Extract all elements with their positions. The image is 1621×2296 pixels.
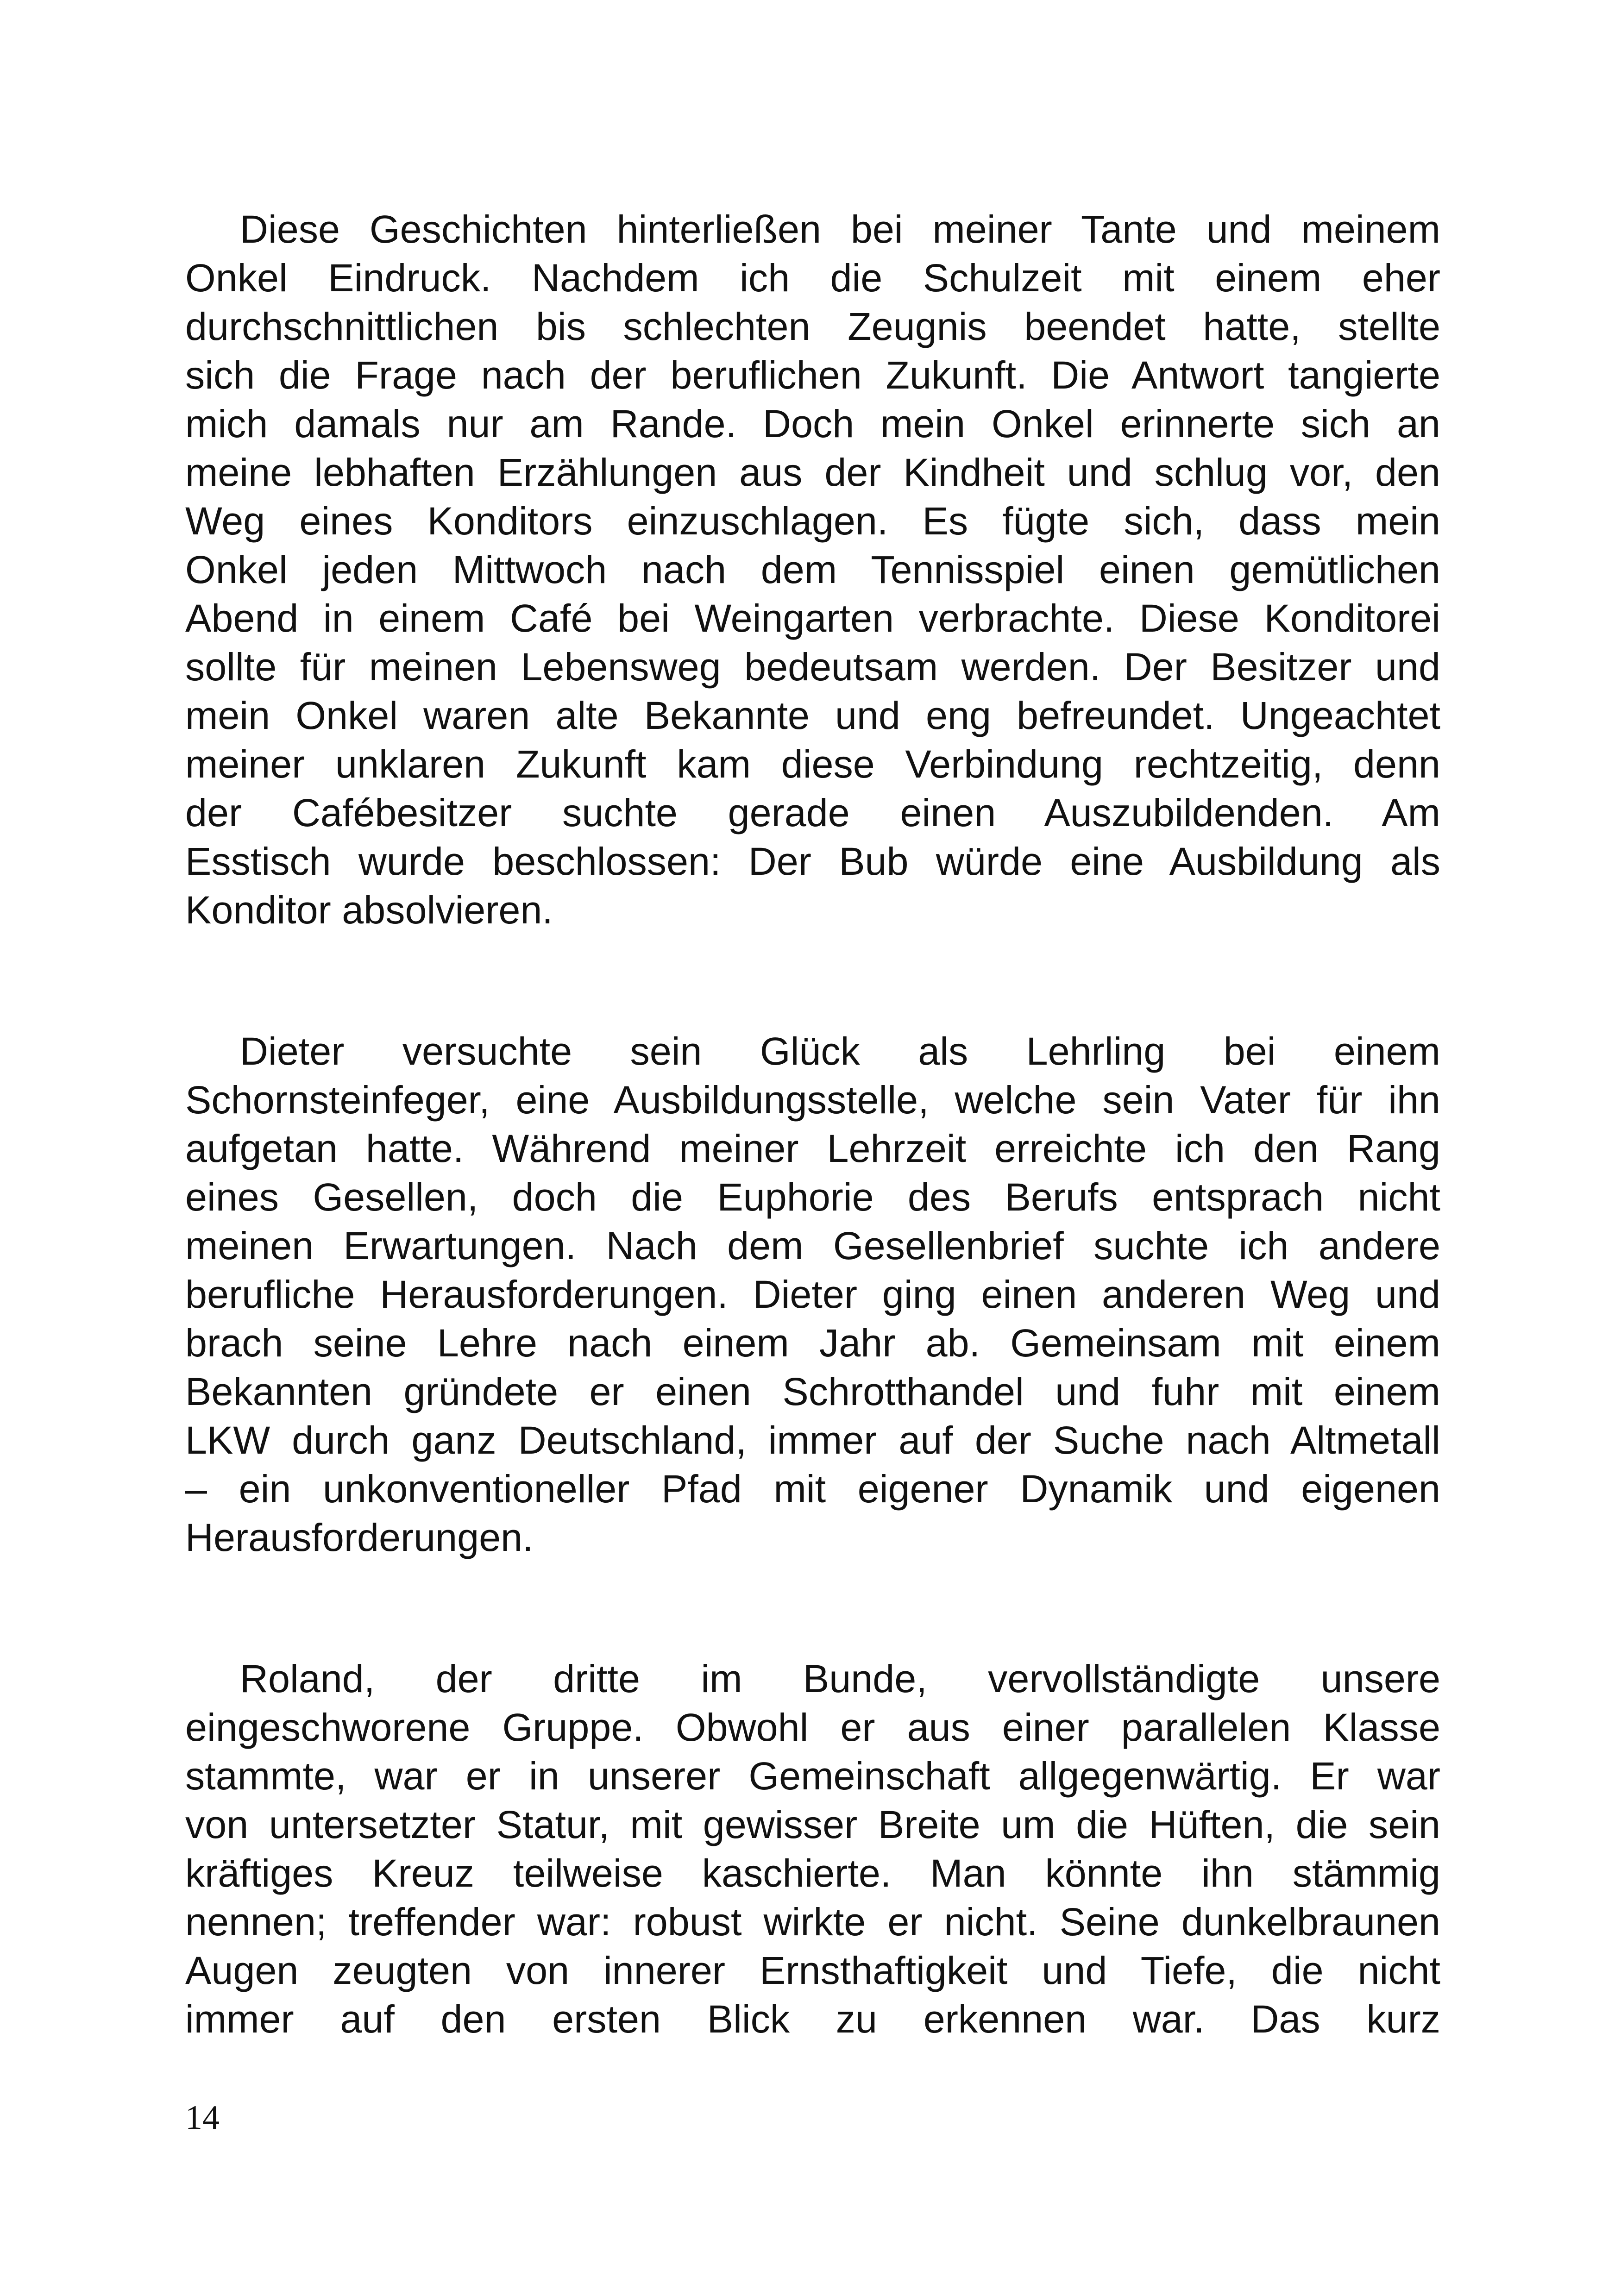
text-line: Augen zeugten von innerer Ernsthaftigkeit und Tiefe, die nicht [185,1949,1440,1992]
paragraph-2 [185,1027,1440,1562]
text-line: Diese Geschichten hinterließen bei meiner Tante und meinem [240,207,1440,251]
text-line: nennen; treffender war: robust wirkte er nicht. Seine dunkelbraunen [185,1900,1440,1944]
text-line: Onkel Eindruck. Nachdem ich die Schulzeit mit einem eher [185,256,1440,300]
paragraph-1 [185,205,1440,935]
text-line: mich damals nur am Rande. Doch mein Onkel erinnerte sich an [185,402,1440,445]
text-line: LKW durch ganz Deutschland, immer auf der Suche nach Altmetall [185,1418,1440,1462]
text-line: sich die Frage nach der beruflichen Zukunft. Die Antwort tangierte [185,353,1440,397]
text-line: berufliche Herausforderungen. Dieter ging einen anderen Weg und [185,1273,1440,1316]
text-line: meinen Erwartungen. Nach dem Gesellenbrief suchte ich andere [185,1224,1440,1267]
text-line: Konditor absolvieren. [185,888,553,932]
text-line: Herausforderungen. [185,1516,534,1559]
text-line: Esstisch wurde beschlossen: Der Bub würde eine Ausbildung als [185,840,1440,883]
text-line: – ein unkonventioneller Pfad mit eigener Dynamik und eigenen [185,1467,1440,1511]
text-line: brach seine Lehre nach einem Jahr ab. Gemeinsam mit einem [185,1321,1440,1365]
text-line: Dieter versuchte sein Glück als Lehrling bei einem [240,1029,1440,1073]
text-line: durchschnittlichen bis schlechten Zeugnis beendet hatte, stellte [185,305,1440,348]
text-line: der Cafébesitzer suchte gerade einen Auszubildenden. Am [185,791,1440,834]
text-line: meiner unklaren Zukunft kam diese Verbindung rechtzeitig, denn [185,742,1440,786]
text-line: sollte für meinen Lebensweg bedeutsam werden. Der Besitzer und [185,645,1440,689]
text-line: eines Gesellen, doch die Euphorie des Berufs entsprach nicht [185,1175,1440,1219]
text-line: Onkel jeden Mittwoch nach dem Tennisspiel einen gemütlichen [185,548,1440,591]
paragraph-3 [185,1655,1440,2044]
text-line: aufgetan hatte. Während meiner Lehrzeit erreichte ich den Rang [185,1127,1440,1170]
text-line: stammte, war er in unserer Gemeinschaft allgegenwärtig. Er war [185,1754,1440,1798]
text-line: kräftiges Kreuz teilweise kaschierte. Man könnte ihn stämmig [185,1851,1440,1895]
text-line: Weg eines Konditors einzuschlagen. Es fügte sich, dass mein [185,499,1440,543]
text-line: mein Onkel waren alte Bekannte und eng befreundet. Ungeachtet [185,694,1440,737]
text-line: Schornsteinfeger, eine Ausbildungsstelle, welche sein Vater für ihn [185,1078,1440,1122]
text-line: Roland, der dritte im Bunde, vervollständigte unsere [240,1657,1440,1700]
text-line: meine lebhaften Erzählungen aus der Kindheit und schlug vor, den [185,451,1440,494]
page-number: 14 [185,2099,220,2137]
text-line: eingeschworene Gruppe. Obwohl er aus einer parallelen Klasse [185,1706,1440,1749]
text-line: von untersetzter Statur, mit gewisser Breite um die Hüften, die sein [185,1803,1440,1846]
text-line: Bekannten gründete er einen Schrotthandel und fuhr mit einem [185,1370,1440,1413]
text-line: immer auf den ersten Blick zu erkennen war. Das kurz [185,1997,1440,2041]
text-line: Abend in einem Café bei Weingarten verbrachte. Diese Konditorei [185,596,1440,640]
